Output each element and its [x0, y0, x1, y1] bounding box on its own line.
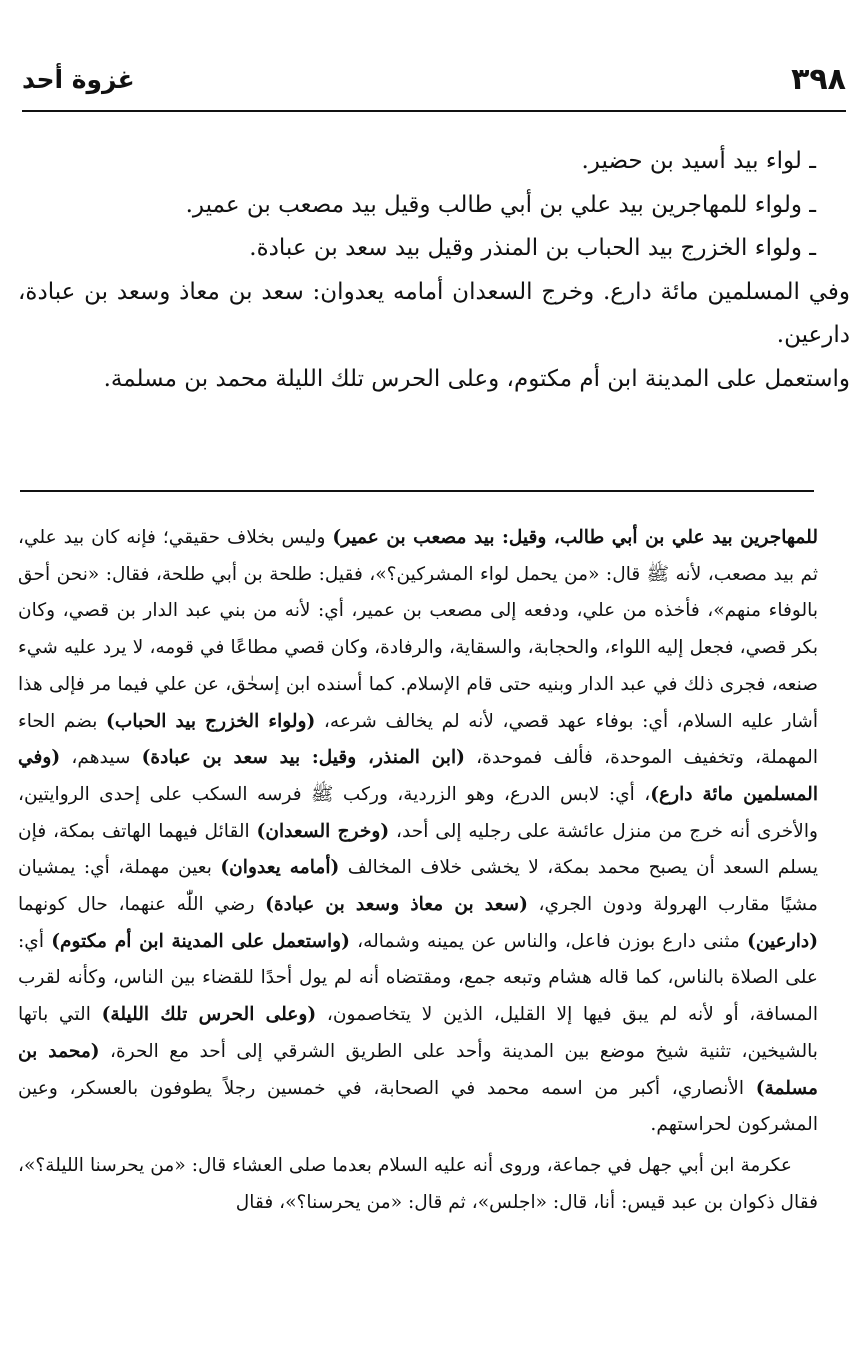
commentary-segment: ، أي: لابس الدرع، وهو الزردية، وركب ﷺ فرسه السكب على إحدى الروايتين، والأخرى أنه خرج من منزل عائشة على رجليه إلى أحد، — [18, 783, 818, 842]
commentary-segment: مثنى دارع بوزن فاعل، والناس عن يمينه وشماله، — [349, 930, 748, 952]
commentary-text — [18, 520, 818, 1221]
main-line-3: ـ ولواء الخزرج بيد الحباب بن المنذر وقيل بيد سعد بن عبادة. — [249, 235, 816, 262]
commentary-quote-bold: (ابن المنذر، وقيل: بيد سعد بن عبادة) — [141, 747, 465, 769]
main-paragraph-2: واستعمل على المدينة ابن أم مكتوم، وعلى الحرس تلك الليلة محمد بن مسلمة. — [103, 365, 850, 392]
commentary-segment: أي: على الصلاة بالناس، كما قاله هشام وتبعه جمع، ومقتضاه أنه لم يول أحدًا للقضاء بين الناس، وكأنه لقرب المسافة، أو لأنه لم يبق فيها إلا القليل، الذين لا يتخاصمون، — [18, 930, 819, 1026]
commentary-quote-bold: (وعلى الحرس تلك الليلة) — [101, 1004, 317, 1026]
main-text — [18, 140, 850, 402]
commentary-segment: الأنصاري، أكبر من اسمه محمد في الصحابة، في خمسين رجلاً يطوفون بالعسكر، وعين المشركون لحراستهم. — [18, 1077, 818, 1136]
main-line-1: ـ لواء بيد أسيد بن حضير. — [581, 148, 816, 174]
commentary-quote-bold: (سعد بن معاذ وسعد بن عبادة) — [265, 894, 528, 916]
commentary-segment: التي باتها بالشيخين، تثنية شيخ موضع بين المدينة وأحد على الطريق الشرقي إلى أحد مع الحرة، — [18, 1004, 818, 1062]
commentary-paragraph-1 — [18, 520, 818, 1144]
commentary-segment: القائل فيهما الهاتف بمكة، فإن يسلم السعد أن يصبح محمد بمكة، لا يخشى خلاف المخالف — [18, 820, 818, 879]
page-header — [22, 58, 846, 112]
commentary-quote-bold: (وخرج السعدان) — [256, 820, 390, 842]
commentary-segment: بعين مهملة، أي: يمشيان مشيًا مقارب الهرولة ودون الجري، — [18, 857, 818, 916]
page-number: ٣٩٨ — [791, 62, 846, 97]
commentary-segment: سيدهم، — [60, 747, 142, 769]
commentary-quote-bold: (أمامه يعدوان) — [220, 857, 340, 879]
main-line-2: ـ ولواء للمهاجرين بيد علي بن أبي طالب وقيل بيد مصعب بن عمير. — [185, 191, 816, 218]
commentary-quote-bold: (ولواء الخزرج بيد الحباب) — [106, 710, 316, 732]
commentary-quote-bold: (وفي المسلمين مائة دارع) — [18, 747, 819, 805]
commentary-segment: رضي اللّٰه عنهما، حال كونهما — [18, 894, 266, 916]
commentary-segment: بضم الحاء المهملة، وتخفيف الموحدة، فألف فموحدة، — [18, 710, 819, 769]
commentary-quote-bold: (دارعين) — [747, 930, 818, 952]
commentary-quote-bold: للمهاجرين بيد علي بن أبي طالب، وقيل: بيد مصعب بن عمير) — [332, 527, 819, 548]
commentary-segment: وليس بخلاف حقيقي؛ فإنه كان بيد علي، ثم بيد مصعب، لأنه ﷺ قال: «من يحمل لواء المشركين؟»، فقيل: طلحة بن أبي طلحة، فقال: «نحن أحق بالوفاء منهم»، فأخذه من علي، ودفعه إلى مصعب بن عمير، أي: لأنه من بني عبد الدار بن قصي، وكان بكر قصي، فجعل إليه اللواء، والحجابة، والسقاية، والرفادة، وكان قصي مطاعًا في قومه، لا يرد عليه شيء صنعه، فجرى ذلك في عبد الدار وبنيه حتى قام الإسلام. كما أسنده ابن إسحٰق، عن علي فيما مر فإلى هذا أشار عليه السلام، أي: بوفاء عهد قصي، لأنه لم يخالف شرعه، — [18, 527, 818, 732]
main-paragraph-1: وفي المسلمين مائة دارع. وخرج السعدان أمامه يعدوان: سعد بن معاذ وسعد بن عبادة، دارعين. — [18, 278, 850, 349]
commentary-paragraph-2: عكرمة ابن أبي جهل في جماعة، وروى أنه عليه السلام بعدما صلى العشاء قال: «من يحرسنا الليلة؟»، فقال ذكوان بن عبد قيس: أنا، قال: «اجلس»، ثم قال: «من يحرسنا؟»، فقال — [18, 1154, 818, 1213]
footnote-separator — [20, 490, 814, 492]
commentary-quote-bold: (محمد بن مسلمة) — [18, 1040, 818, 1099]
running-title: غزوة أحد — [22, 65, 135, 94]
commentary-quote-bold: (واستعمل على المدينة ابن أم مكتوم) — [51, 930, 350, 952]
